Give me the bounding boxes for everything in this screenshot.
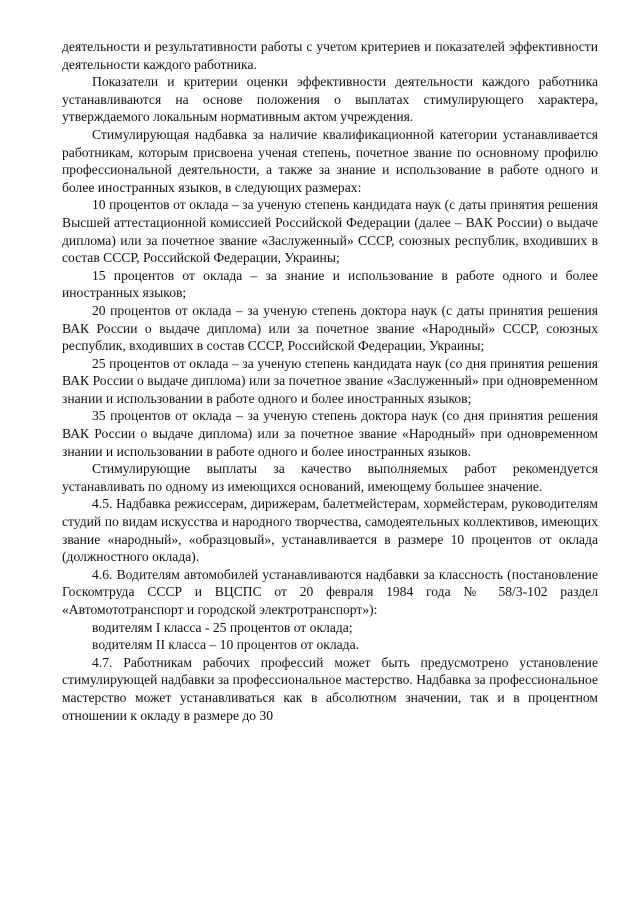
list-item: 20 процентов от оклада – за ученую степень доктора наук (с даты принятия решения ВАК России о выдаче диплома) или за почетное звание «Народный» СССР, союзных республик, входивших в состав СССР, Российской Федерации, Украины;	[62, 302, 598, 354]
document-body	[62, 38, 598, 724]
list-item: 10 процентов от оклада – за ученую степень кандидата наук (с даты принятия решения Высшей аттестационной комиссией Российской Федерации (далее – ВАК России) о выдаче диплома) или за почетное звание «Заслуженный» СССР, союзных республик, входивших в состав СССР, Российской Федерации, Украины;	[62, 197, 598, 266]
list-item: водителям I класса - 25 процентов от оклада;	[92, 619, 353, 635]
list-item: 25 процентов от оклада – за ученую степень кандидата наук (со дня принятия решения ВАК России о выдаче диплома) или за почетное звание «Заслуженный» при одновременном знании и использовании в работе одного и более иностранных языков;	[62, 355, 598, 406]
list-item: 15 процентов от оклада – за знание и использование в работе одного и более иностранных языков;	[62, 267, 598, 301]
section-4-6: 4.6. Водителям автомобилей устанавливаются надбавки за классность (постановление Госкомтруда СССР и ВЦСПС от 20 февраля 1984 года № 58/3-102 раздел «Автомототранспорт и городской электротранспорт»):	[62, 566, 598, 617]
paragraph: Стимулирующая надбавка за наличие квалификационной категории устанавливается работникам, которым присвоена ученая степень, почетное звание по основному профилю профессиональной деятельности, а также за знание и использование в работе одного и более иностранных языков, в следующих размерах:	[62, 126, 598, 195]
paragraph: Показатели и критерии оценки эффективности деятельности каждого работника устанавливаются на основе положения о выплатах стимулирующего характера, утверждаемого локальным нормативным актом учреждения.	[62, 74, 598, 125]
list-item: 35 процентов от оклада – за ученую степень доктора наук (со дня принятия решения ВАК России о выдаче диплома) или за почетное звание «Народный» при одновременном знании и использовании в работе одного и более иностранных языков.	[62, 408, 598, 459]
paragraph: деятельности и результативности работы с учетом критериев и показателей эффективности деятельности каждого работника.	[62, 39, 598, 72]
section-4-7: 4.7. Работникам рабочих профессий может быть предусмотрено установление стимулирующей надбавки за профессиональное мастерство. Надбавка за профессиональное мастерство может устанавливаться как в абсолютном значении, так и в процентном отношении к окладу в размере до 30	[62, 654, 598, 723]
list-item: водителям II класса – 10 процентов от оклада.	[92, 637, 360, 653]
paragraph: Стимулирующие выплаты за качество выполняемых работ рекомендуется устанавливать по одному из имеющихся оснований, имеющему большее значение.	[62, 461, 598, 494]
section-4-5: 4.5. Надбавка режиссерам, дирижерам, балетмейстерам, хормейстерам, руководителям студий по видам искусства и народного творчества, самодеятельных коллективов, имеющих звание «народный», «образцовый», устанавливается в размере 10 процентов от оклада (должностного оклада).	[62, 496, 598, 565]
